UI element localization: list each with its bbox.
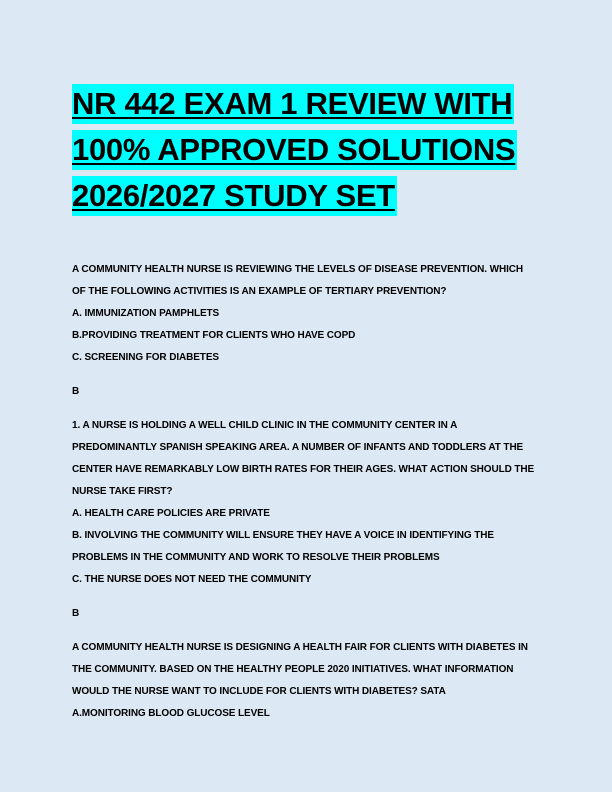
question-text: OF THE FOLLOWING ACTIVITIES IS AN EXAMPLE OF TERTIARY PREVENTION? — [72, 286, 447, 297]
question-text: WOULD THE NURSE WANT TO INCLUDE FOR CLIENTS WITH DIABETES? SATA — [72, 686, 446, 697]
answer-option: C. THE NURSE DOES NOT NEED THE COMMUNITY — [72, 574, 312, 585]
answer-option: C. SCREENING FOR DIABETES — [72, 352, 219, 363]
question-1 — [72, 259, 542, 403]
question-text: PREDOMINANTLY SPANISH SPEAKING AREA. A NUMBER OF INFANTS AND TODDLERS AT THE — [72, 442, 524, 453]
question-text: THE COMMUNITY. BASED ON THE HEALTHY PEOPLE 2020 INITIATIVES. WHAT INFORMATION — [72, 664, 514, 675]
answer-option: B. INVOLVING THE COMMUNITY WILL ENSURE THEY HAVE A VOICE IN IDENTIFYING THE — [72, 530, 494, 541]
title-line: 2026/2027 STUDY SET — [72, 176, 397, 216]
question-2 — [72, 415, 542, 625]
title-line: NR 442 EXAM 1 REVIEW WITH — [72, 84, 514, 124]
question-text: A COMMUNITY HEALTH NURSE IS DESIGNING A HEALTH FAIR FOR CLIENTS WITH DIABETES IN — [72, 642, 528, 653]
answer-option: A. HEALTH CARE POLICIES ARE PRIVATE — [72, 508, 270, 519]
correct-answer: B — [72, 608, 80, 619]
correct-answer: B — [72, 386, 80, 397]
question-text: CENTER HAVE REMARKABLY LOW BIRTH RATES FOR THEIR AGES. WHAT ACTION SHOULD THE — [72, 464, 535, 475]
answer-option: A. IMMUNIZATION PAMPHLETS — [72, 308, 220, 319]
question-text: NURSE TAKE FIRST? — [72, 486, 173, 497]
question-text: A COMMUNITY HEALTH NURSE IS REVIEWING THE LEVELS OF DISEASE PREVENTION. WHICH — [72, 264, 524, 275]
question-3 — [72, 637, 542, 725]
answer-option: A.MONITORING BLOOD GLUCOSE LEVEL — [72, 708, 270, 719]
answer-option: PROBLEMS IN THE COMMUNITY AND WORK TO RESOLVE THEIR PROBLEMS — [72, 552, 440, 563]
questions-section — [72, 259, 542, 725]
title-line: 100% APPROVED SOLUTIONS — [72, 130, 517, 170]
question-text: 1. A NURSE IS HOLDING A WELL CHILD CLINIC IN THE COMMUNITY CENTER IN A — [72, 420, 458, 431]
answer-option: B.PROVIDING TREATMENT FOR CLIENTS WHO HAVE COPD — [72, 330, 356, 341]
document-title — [72, 84, 542, 222]
